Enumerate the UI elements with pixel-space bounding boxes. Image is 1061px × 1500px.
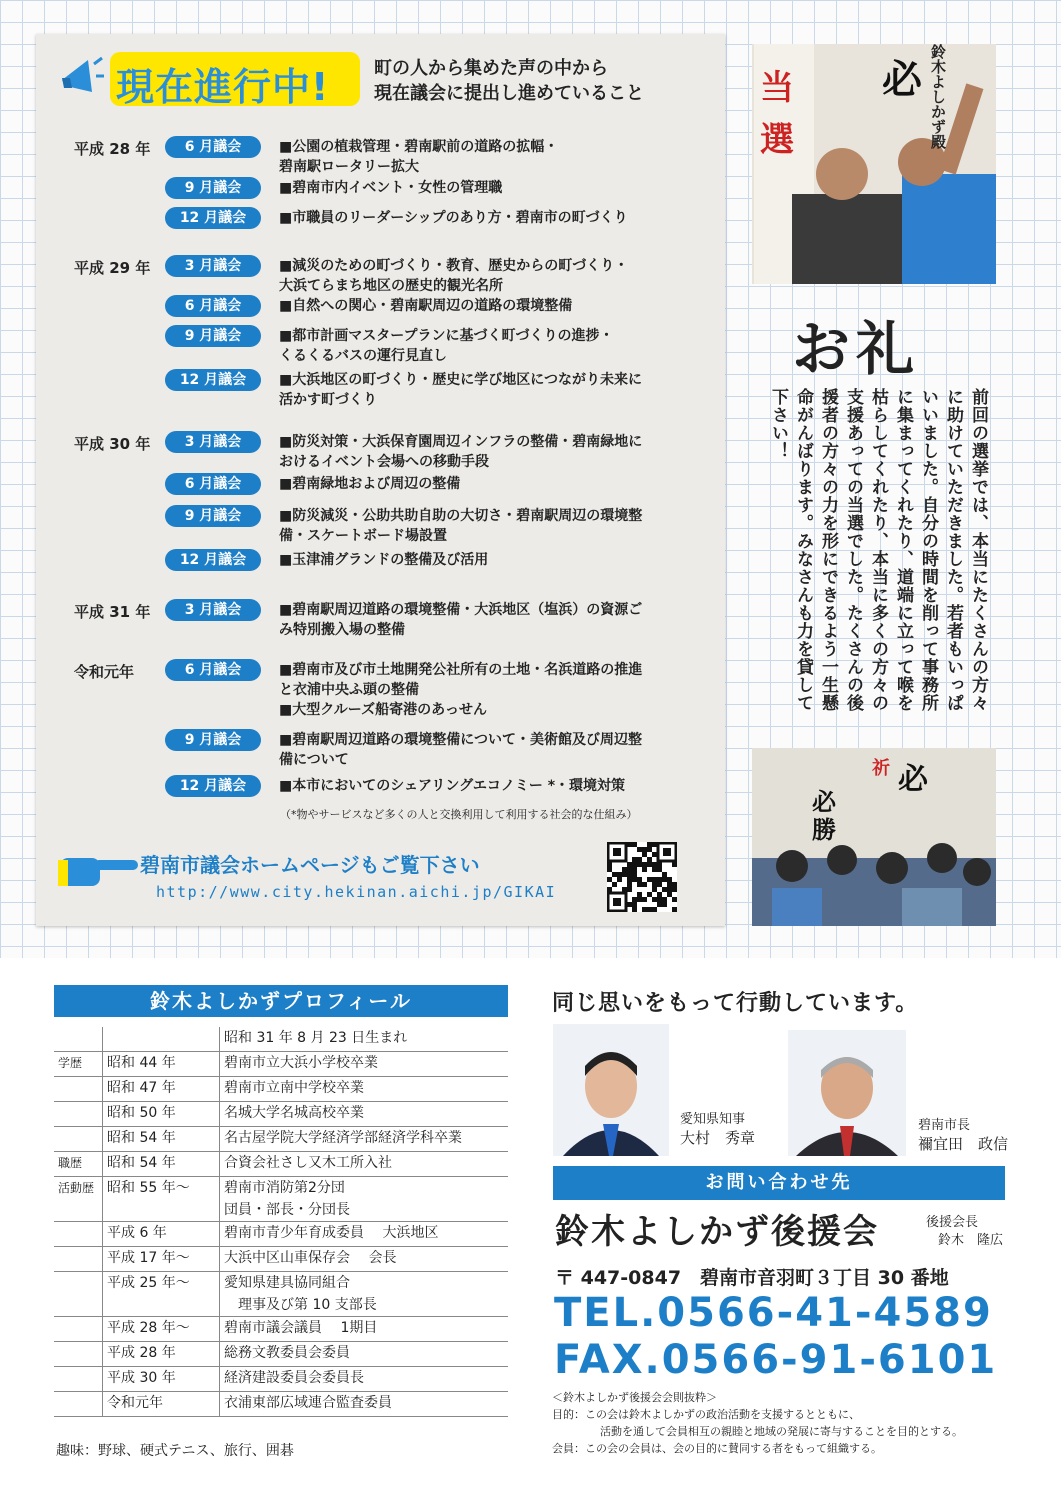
profile-row [54, 1052, 508, 1077]
profile-year: 平成 30 年 [103, 1367, 220, 1392]
session-badge: 6 月議会 [165, 659, 261, 681]
session-badge: 9 月議会 [165, 325, 261, 347]
governor-photo [553, 1024, 669, 1156]
council-year: 平成 28 年 [74, 140, 151, 158]
office-photo [752, 748, 996, 926]
session-badge: 3 月議会 [165, 255, 261, 277]
profile-text: 衣浦東部広域連合監査委員 [220, 1392, 509, 1417]
association-name: 鈴木よしかず後援会 [555, 1212, 879, 1252]
session-topic: ■減災のための町づくり・教育、歴史からの町づくり・ 大浜てらまち地区の歴史的観光名所 [279, 258, 629, 294]
profile-year: 平成 17 年〜 [103, 1247, 220, 1272]
profile-cat [54, 1027, 103, 1052]
profile-year: 平成 6 年 [103, 1222, 220, 1247]
profile-year: 平成 28 年〜 [103, 1317, 220, 1342]
profile-cat [54, 1127, 103, 1152]
session-badge: 6 月議会 [165, 136, 261, 158]
profile-year: 平成 28 年 [103, 1342, 220, 1367]
profile-cat [54, 1392, 103, 1417]
association-rules: ＜鈴木よしかず後援会会則抜粋＞ 目的：この会は鈴木よしかずの政治活動を支援するとともに、 活動を通して会員相互の親睦と地域の発展に寄与することを目的とする。 会員：この会の会員は、会の目的に賛同する者をもって組織する。 [552, 1391, 963, 1455]
sign-char: 必 [882, 57, 922, 103]
governor-role: 愛知県知事 [680, 1112, 746, 1127]
same-mind-title: 同じ思いをもって行動しています。 [552, 991, 919, 1016]
profile-text: 昭和 31 年 8 月 23 日生まれ [220, 1027, 509, 1052]
qr-code-icon[interactable] [607, 842, 677, 912]
profile-row [54, 1247, 508, 1272]
profile-text: 碧南市消防第2分団 団員・部長・分団長 [220, 1177, 509, 1222]
session-topic: ■玉津浦グランドの整備及び活用 [279, 552, 489, 568]
profile-year: 昭和 54 年 [103, 1152, 220, 1177]
session-badge: 9 月議会 [165, 177, 261, 199]
session-topic: ■大浜地区の町づくり・歴史に学び地区につながり未来に 活かす町づくり [279, 372, 642, 408]
tel-number[interactable]: TEL.0566-41-4589 [554, 1290, 993, 1336]
session-topic: ■碧南緑地および周辺の整備 [279, 476, 461, 492]
profile-table [54, 1027, 508, 1417]
session-topic: ■防災対策・大浜保育園周辺インフラの整備・碧南緑地に おけるイベント会場への移動手段 [279, 434, 643, 470]
profile-title: 鈴木よしかずプロフィール [54, 985, 508, 1017]
profile-cat: 活動歴 [54, 1177, 103, 1222]
session-badge: 3 月議会 [165, 599, 261, 621]
council-year: 令和元年 [74, 663, 135, 681]
session-topic: ■碧南駅周辺道路の環境整備・大浜地区（塩浜）の資源ご み特別搬入場の整備 [279, 602, 643, 638]
profile-row [54, 1367, 508, 1392]
session-topic: ■碧南市内イベント・女性の管理職 [279, 180, 503, 196]
hobby: 趣味：野球、硬式テニス、旅行、囲碁 [56, 1443, 294, 1459]
profile-row [54, 1077, 508, 1102]
profile-cat [54, 1222, 103, 1247]
profile-cat: 職歴 [54, 1152, 103, 1177]
sign-char: 必 [898, 762, 928, 797]
session-topic: ■公園の植栽管理・碧南駅前の道路の拡幅・ 碧南駅ロータリー拡大 [279, 139, 559, 175]
profile-year: 昭和 50 年 [103, 1102, 220, 1127]
profile-text: 大浜中区山車保存会 会長 [220, 1247, 509, 1272]
session-badge: 9 月議会 [165, 729, 261, 751]
profile-text: 名城大学名城高校卒業 [220, 1102, 509, 1127]
address: 〒 447-0847 碧南市音羽町３丁目 30 番地 [555, 1267, 949, 1289]
profile-text: 総務文教委員会委員 [220, 1342, 509, 1367]
session-badge: 6 月議会 [165, 295, 261, 317]
profile-year: 平成 25 年〜 [103, 1272, 220, 1317]
profile-cat [54, 1342, 103, 1367]
profile-year [103, 1027, 220, 1052]
contact-title: お問い合わせ先 [553, 1166, 1005, 1200]
profile-row [54, 1177, 508, 1222]
profile-year: 昭和 54 年 [103, 1127, 220, 1152]
profile-year: 昭和 55 年〜 [103, 1177, 220, 1222]
session-topic: ■市職員のリーダーシップのあり方・碧南市の町づくり [279, 210, 628, 226]
chair-role: 後援会長 [926, 1215, 979, 1230]
profile-text: 経済建設委員会委員長 [220, 1367, 509, 1392]
chair-name: 鈴木 隆広 [938, 1233, 1004, 1248]
profile-cat: 学歴 [54, 1052, 103, 1077]
council-year: 平成 30 年 [74, 435, 151, 453]
profile-row [54, 1127, 508, 1152]
session-badge: 12 月議会 [165, 775, 261, 797]
council-subtitle: 町の人から集めた声の中から 現在議会に提出し進めていること [374, 58, 644, 104]
profile-text: 碧南市立南中学校卒業 [220, 1077, 509, 1102]
footnote: （*物やサービスなど多くの人と交換利用して利用する社会的な仕組み） [280, 808, 638, 821]
session-topic: ■都市計画マスタープランに基づく町づくりの進捗・ くるくるバスの運行見直し [279, 328, 614, 364]
profile-text: 碧南市青少年育成委員 大浜地区 [220, 1222, 509, 1247]
profile-cat [54, 1317, 103, 1342]
profile-row [54, 1027, 508, 1052]
profile-text: 愛知県建具協同組合 理事及び第 10 支部長 [220, 1272, 509, 1317]
mayor-role: 碧南市長 [918, 1118, 971, 1133]
profile-cat [54, 1367, 103, 1392]
profile-cat [54, 1272, 103, 1317]
profile-row [54, 1317, 508, 1342]
sign-char: 勝 [812, 816, 836, 844]
session-topic: ■防災減災・公助共助自助の大切さ・碧南駅周辺の環境整 備・スケートボード場設置 [279, 508, 643, 544]
profile-row [54, 1152, 508, 1177]
profile-year: 令和元年 [103, 1392, 220, 1417]
profile-row [54, 1272, 508, 1317]
session-topic: ■自然への関心・碧南駅周辺の道路の環境整備 [279, 298, 573, 314]
pointing-hand-icon [58, 848, 140, 890]
session-topic: ■本市においてのシェアリングエコノミー *・環境対策 [279, 778, 626, 794]
mayor-name: 禰宜田 政信 [918, 1135, 1009, 1153]
sign-name: 鈴木よしかず殿 [929, 44, 947, 149]
profile-text: 名古屋学院大学経済学部経済学科卒業 [220, 1127, 509, 1152]
profile-year: 昭和 44 年 [103, 1052, 220, 1077]
profile-year: 昭和 47 年 [103, 1077, 220, 1102]
profile-text: 合資会社さし又木工所入社 [220, 1152, 509, 1177]
profile-row [54, 1392, 508, 1417]
profile-cat [54, 1247, 103, 1272]
session-badge: 6 月議会 [165, 473, 261, 495]
session-badge: 12 月議会 [165, 549, 261, 571]
sign-char: 選 [760, 120, 794, 160]
session-topic: ■碧南市及び市土地開発公社所有の土地・名浜道路の推進 と衣浦中央ふ頭の整備 ■大型クルーズ船寄港のあっせん [279, 662, 643, 718]
council-url[interactable]: http://www.city.hekinan.aichi.jp/GIKAI [156, 883, 557, 901]
profile-cat [54, 1102, 103, 1127]
council-year: 平成 31 年 [74, 603, 151, 621]
session-badge: 9 月議会 [165, 505, 261, 527]
council-year: 平成 29 年 [74, 259, 151, 277]
sign-char: 祈 [872, 758, 890, 779]
session-badge: 12 月議会 [165, 207, 261, 229]
headline [58, 48, 368, 108]
fax-number: FAX.0566-91-6101 [554, 1337, 998, 1383]
megaphone-icon [58, 54, 104, 98]
session-topic: ■碧南駅周辺道路の環境整備について・美術館及び周辺整 備について [279, 732, 642, 768]
thanks-body: 前回の選挙では、本当にたくさんの方々に助けていただきました。若者もいっぱいいました。自分の時間を削って事務所に集まってくれたり、道端に立って喉を枯らしてくれたり、本当に多くの方々の支援あっての当選でした。たくさんの後援者の方々の力を形にできるよう一生懸命がんばります。みなさんも力を貸して下さい！ [768, 388, 988, 712]
thanks-title: お礼 [792, 315, 921, 383]
profile-row [54, 1102, 508, 1127]
session-badge: 3 月議会 [165, 431, 261, 453]
profile-text: 碧南市立大浜小学校卒業 [220, 1052, 509, 1077]
sign-char: 当 [760, 68, 794, 108]
session-badge: 12 月議会 [165, 369, 261, 391]
council-title: 現在進行中! [116, 65, 330, 109]
governor-name: 大村 秀章 [680, 1129, 756, 1147]
profile-cat [54, 1077, 103, 1102]
homepage-text: 碧南市議会ホームページもご覧下さい [140, 853, 480, 877]
mayor-photo [788, 1030, 906, 1156]
sign-char: 必 [812, 788, 836, 816]
profile-text: 碧南市議会議員 1期目 [220, 1317, 509, 1342]
election-photo [752, 44, 996, 284]
profile-row [54, 1342, 508, 1367]
profile-row [54, 1222, 508, 1247]
